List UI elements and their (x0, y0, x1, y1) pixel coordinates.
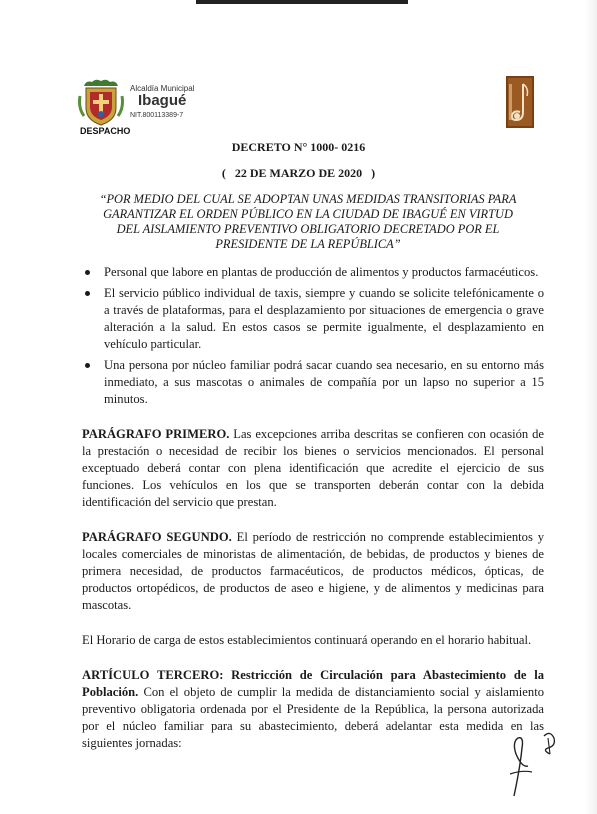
paragraph-heading: PARÁGRAFO SEGUNDO. (82, 530, 232, 544)
article-text: Con el objeto de cumplir la medida de distanciamiento social y aislamiento preventivo obligatoria ordenada por el Presidente de la República, la persona autorizada por el núcleo familiar para su abastecimiento, deberá adelantar esta medida en las siguientes jornadas: (82, 685, 544, 750)
scan-top-edge (196, 0, 408, 4)
paragraph-schedule: El Horario de carga de estos establecimientos continuará operando en el horario habitual. (82, 633, 532, 647)
page-edge-shadow (585, 0, 597, 814)
coat-of-arms-icon (78, 78, 124, 126)
paragraph-second (82, 529, 544, 614)
municipal-logo (78, 76, 218, 138)
paragraph-first (82, 426, 544, 511)
org-name: Alcaldía Municipal (130, 84, 195, 93)
exceptions-list (82, 264, 544, 408)
decree-preamble: “POR MEDIO DEL CUAL SE ADOPTAN UNAS MEDIDAS TRANSITORIAS PARA GARANTIZAR EL ORDEN PÚBLICO EN LA CIUDAD DE IBAGUÉ EN VIRTUD DEL AISLAMIENTO PREVENTIVO OBLIGATORIO DECRETADO POR EL PRESIDENTE DE LA REPÚBLICA” (99, 192, 517, 251)
office-label: DESPACHO (80, 126, 131, 136)
handwritten-signature (492, 708, 562, 804)
decree-number: DECRETO N° 1000- 0216 (231, 140, 366, 154)
org-city: Ibagué (138, 92, 187, 109)
list-item: El servicio público individual de taxis, siempre y cuando se solicite telefónicamente o a través de plataformas, para el desplazamiento por situaciones de emergencia o grave alteración a la salud. En estos casos se permite igualmente, el desplazamiento en vehículo particular. (104, 286, 544, 351)
capital-musical-logo-icon (506, 76, 534, 128)
paragraph-text: El período de restricción no comprende establecimientos y locales comerciales de minoristas de alimentación, de bebidas, de productos y bienes de primera necesidad, de productos farmacéuticos, de productos médicos, ópticas, de productos ortopédicos, de productos de aseo e higiene, y de alimentos y medicinas para mascotas. (82, 530, 545, 612)
list-item: Una persona por núcleo familiar podrá sacar cuando sea necesario, en su entorno más inmediato, a sus mascotas o animales de compañía por un lapso no superior a 15 minutos. (104, 358, 544, 406)
paragraph-text: Las excepciones arriba descritas se confieren con ocasión de la prestación o necesidad de recibir los bienes o servicios mencionados. El personal exceptuado deberá contar con plena identificación que acredite el ejercicio de sus funciones. Los vehículos en los que se transporten deberán contar con la debida identificación del servicio que prestan. (82, 427, 544, 509)
article-third (82, 667, 544, 752)
decree-body (82, 264, 544, 752)
paragraph-heading: PARÁGRAFO PRIMERO. (82, 427, 230, 441)
decree-date: ( 22 DE MARZO DE 2020 ) (221, 166, 376, 180)
letterhead (78, 76, 538, 146)
list-item: Personal que labore en plantas de producción de alimentos y productos farmacéuticos. (104, 264, 544, 281)
org-nit: NIT.800113389-7 (130, 112, 184, 119)
article-heading: ARTÍCULO TERCERO: Restricción de Circulación para Abastecimiento de la Población. (82, 668, 544, 699)
